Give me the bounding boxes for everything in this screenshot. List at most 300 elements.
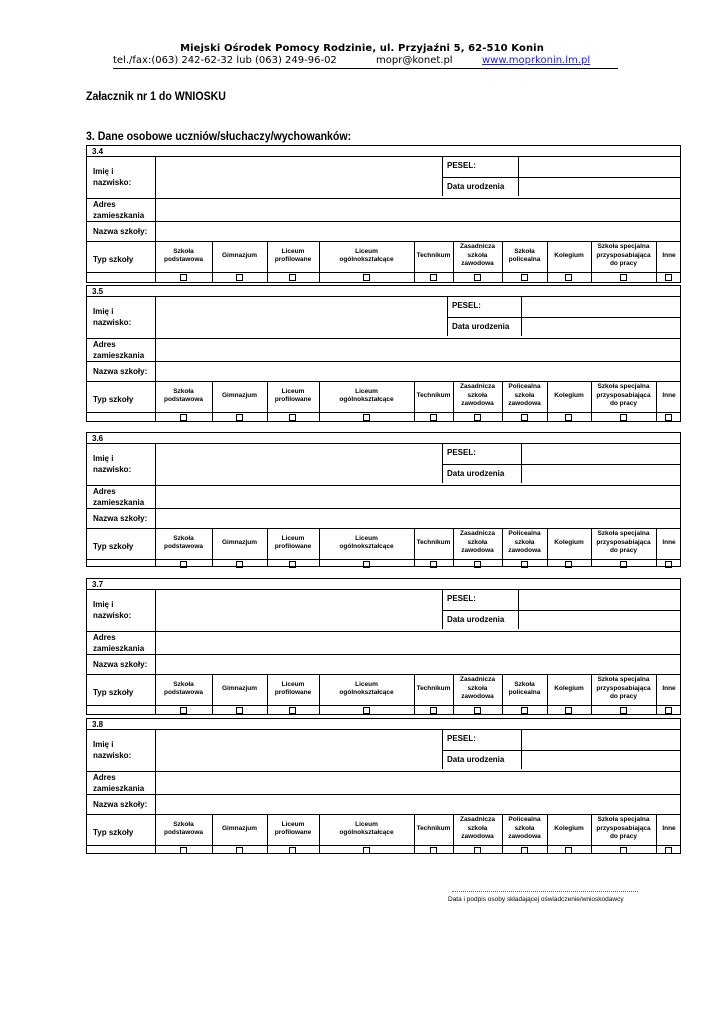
school-type-checkbox[interactable] <box>363 561 370 568</box>
school-type-option <box>656 815 682 843</box>
address-input[interactable] <box>156 199 680 221</box>
school-type-text <box>554 685 584 694</box>
school-type-text-line: Gimnazjum <box>221 684 258 692</box>
name-label-line: Imię i <box>93 167 114 176</box>
school-type-text <box>222 825 257 834</box>
school-type-checkbox[interactable] <box>236 414 243 421</box>
address-label-line: zamieszkania <box>93 211 145 220</box>
block-number: 3.5 <box>92 287 104 296</box>
pesel-label: PESEL: <box>447 594 476 603</box>
school-type-text-line: podstawowa <box>163 689 203 696</box>
school-type-checkbox[interactable] <box>521 414 528 421</box>
school-type-text-line: Kolegium <box>554 251 584 259</box>
school-type-checkbox[interactable] <box>363 274 370 281</box>
school-type-text-line: Kolegium <box>554 391 584 399</box>
website-link[interactable]: www.moprkonin.lm.pl <box>482 55 591 66</box>
school-type-text-line: Szkoła specjalna <box>597 530 650 538</box>
pesel-input[interactable] <box>522 730 680 750</box>
school-type-text-line: Liceum <box>355 820 378 828</box>
student-block <box>86 285 681 422</box>
school-type-text-line: ogólnokształcące <box>339 256 394 263</box>
school-type-option <box>319 815 414 843</box>
school-type-option <box>502 242 547 270</box>
school-type-text-line: szkoła <box>467 684 488 692</box>
school-type-text <box>460 816 495 842</box>
school-type-text <box>662 685 675 694</box>
school-name-label: Nazwa szkoły: <box>93 367 148 376</box>
signature-caption: Data i podpis osoby składającej oświadczenie/wnioskodawcy <box>448 896 624 903</box>
school-type-checkbox[interactable] <box>180 274 187 281</box>
name-label-line: nazwisko: <box>93 611 132 620</box>
address-label <box>93 199 144 221</box>
address-label <box>93 772 144 794</box>
school-type-checkbox[interactable] <box>565 707 572 714</box>
school-type-option <box>453 675 502 703</box>
school-type-text <box>275 388 311 405</box>
school-type-text-line: ogólnokształcące <box>339 689 394 696</box>
birth-date-input[interactable] <box>519 611 680 630</box>
school-type-checkbox[interactable] <box>363 847 370 854</box>
school-type-checkbox[interactable] <box>521 561 528 568</box>
school-type-text <box>662 252 675 261</box>
school-type-label: Typ szkoły <box>93 828 134 837</box>
school-type-checkbox[interactable] <box>521 707 528 714</box>
school-type-option <box>591 675 656 703</box>
name-input[interactable] <box>156 157 442 198</box>
name-label-line: nazwisko: <box>93 465 132 474</box>
school-type-text-line: szkoła <box>514 538 535 546</box>
school-type-text <box>164 821 203 838</box>
school-type-text <box>339 535 393 552</box>
school-type-checkbox[interactable] <box>565 274 572 281</box>
school-type-text <box>509 681 541 698</box>
pesel-divider <box>442 589 443 629</box>
school-type-checkbox[interactable] <box>289 274 296 281</box>
school-type-text-line: Technikum <box>416 251 451 259</box>
school-type-text-line: Kolegium <box>554 684 584 692</box>
pesel-input[interactable] <box>519 157 680 177</box>
school-type-option <box>502 529 547 557</box>
school-type-text-line: szkoła <box>514 824 535 832</box>
school-type-text-line: Szkoła specjalna <box>597 243 650 251</box>
school-type-text-line: szkoła <box>467 824 488 832</box>
school-type-text-line: szkoła <box>467 251 488 259</box>
school-type-text <box>662 539 675 548</box>
address-label <box>93 486 144 508</box>
school-type-text-line: szkoła <box>467 538 488 546</box>
school-type-checkbox[interactable] <box>289 414 296 421</box>
school-type-text-line: Gimnazjum <box>221 391 258 399</box>
school-type-text-line: Zasadnicza <box>459 383 496 391</box>
school-type-text-line: szkoła <box>514 391 535 399</box>
school-type-text-line: podstawowa <box>163 543 203 550</box>
school-type-text <box>275 681 311 698</box>
school-type-option <box>547 529 591 557</box>
school-type-text-line: Inne <box>662 251 676 259</box>
contact-line <box>113 55 618 69</box>
school-type-text-line: policealna <box>508 256 541 263</box>
school-type-checkbox[interactable] <box>665 414 672 421</box>
school-type-text-line: przysposabiająca <box>596 684 651 692</box>
school-type-checkbox[interactable] <box>180 707 187 714</box>
school-type-text <box>339 388 393 405</box>
school-type-text <box>554 539 584 548</box>
school-name-input[interactable] <box>156 655 680 674</box>
school-type-checkbox[interactable] <box>474 274 481 281</box>
school-type-checkbox[interactable] <box>430 414 437 421</box>
block-number: 3.8 <box>92 720 104 729</box>
student-block <box>86 578 681 715</box>
pesel-divider <box>447 296 448 336</box>
school-type-checkbox[interactable] <box>430 707 437 714</box>
name-label <box>93 739 131 761</box>
school-type-text-line: Kolegium <box>554 538 584 546</box>
school-type-text <box>275 535 311 552</box>
school-type-text-line: Technikum <box>416 391 451 399</box>
school-type-text-line: Gimnazjum <box>221 251 258 259</box>
school-type-label: Typ szkoły <box>93 255 134 264</box>
school-name-label: Nazwa szkoły: <box>93 800 148 809</box>
school-type-text-line: Inne <box>662 391 676 399</box>
school-type-text <box>509 248 541 265</box>
school-type-checkbox[interactable] <box>620 847 627 854</box>
school-type-checkbox[interactable] <box>474 847 481 854</box>
school-type-text <box>164 681 203 698</box>
school-type-text <box>222 539 257 548</box>
school-type-text <box>339 821 393 838</box>
school-type-option <box>414 529 453 557</box>
school-type-text <box>596 383 650 409</box>
school-type-option <box>591 242 656 270</box>
school-type-label: Typ szkoły <box>93 395 134 404</box>
name-label-line: nazwisko: <box>93 318 132 327</box>
school-type-text-line: Technikum <box>416 684 451 692</box>
school-type-text <box>164 248 203 265</box>
school-name-label: Nazwa szkoły: <box>93 514 148 523</box>
school-type-option <box>267 382 319 410</box>
birth-date-label: Data urodzenia <box>452 322 510 331</box>
school-type-text-line: profilowane <box>274 829 312 836</box>
school-type-text-line: ogólnokształcące <box>339 829 394 836</box>
school-type-option <box>656 382 682 410</box>
school-type-label: Typ szkoły <box>93 688 134 697</box>
birth-date-label: Data urodzenia <box>447 755 505 764</box>
school-type-text-line: Szkoła <box>514 680 535 688</box>
school-type-checkbox[interactable] <box>565 414 572 421</box>
school-type-checkbox[interactable] <box>665 707 672 714</box>
school-type-text-line: Szkoła <box>173 820 194 828</box>
school-type-text-line: przysposabiająca <box>596 538 651 546</box>
school-name-input[interactable] <box>156 222 680 241</box>
school-type-option <box>453 529 502 557</box>
school-type-text <box>222 685 257 694</box>
school-name-input[interactable] <box>156 362 680 381</box>
school-type-label: Typ szkoły <box>93 542 134 551</box>
school-type-text <box>508 383 541 409</box>
school-type-text <box>460 383 495 409</box>
school-type-text <box>417 252 451 261</box>
school-type-option <box>212 815 267 843</box>
school-type-text-line: Zasadnicza <box>459 530 496 538</box>
school-type-checkbox[interactable] <box>430 561 437 568</box>
school-type-checkbox[interactable] <box>521 274 528 281</box>
school-type-text <box>417 539 451 548</box>
school-type-text-line: przysposabiająca <box>596 251 651 259</box>
pesel-label: PESEL: <box>452 301 481 310</box>
school-type-checkbox[interactable] <box>363 414 370 421</box>
school-name-input[interactable] <box>156 509 680 528</box>
address-label-line: Adres <box>93 633 116 642</box>
school-type-text <box>554 825 584 834</box>
school-type-checkbox[interactable] <box>289 561 296 568</box>
school-type-text <box>596 676 650 702</box>
school-type-checkbox[interactable] <box>289 847 296 854</box>
section-title: 3. Dane osobowe uczniów/słuchaczy/wychowanków: <box>86 131 352 143</box>
school-type-checkbox[interactable] <box>474 414 481 421</box>
school-type-text-line: profilowane <box>274 543 312 550</box>
school-type-text-line: Zasadnicza <box>459 816 496 824</box>
school-type-text <box>662 825 675 834</box>
school-type-text <box>417 825 451 834</box>
pesel-divider <box>442 443 443 483</box>
pesel-label: PESEL: <box>447 734 476 743</box>
name-label <box>93 306 131 328</box>
school-type-checkbox[interactable] <box>565 847 572 854</box>
address-input[interactable] <box>156 772 680 794</box>
school-type-text <box>508 816 541 842</box>
pesel-divider <box>442 156 443 196</box>
birth-date-label: Data urodzenia <box>447 469 505 478</box>
block-number: 3.6 <box>92 434 104 443</box>
school-type-checkbox[interactable] <box>430 847 437 854</box>
phone-text: tel./fax:(063) 242-62-32 lub (063) 249-96-02 <box>113 55 337 66</box>
school-type-option <box>319 382 414 410</box>
school-type-option <box>591 382 656 410</box>
school-name-input[interactable] <box>156 795 680 814</box>
school-type-option <box>502 815 547 843</box>
school-type-option <box>267 529 319 557</box>
student-block <box>86 432 681 567</box>
school-type-checkbox[interactable] <box>620 274 627 281</box>
school-type-checkbox[interactable] <box>236 274 243 281</box>
name-label-line: Imię i <box>93 740 114 749</box>
school-type-text-line: Szkoła specjalna <box>597 816 650 824</box>
name-label-line: nazwisko: <box>93 751 132 760</box>
school-name-label: Nazwa szkoły: <box>93 227 148 236</box>
school-type-text <box>596 816 650 842</box>
school-type-text <box>460 243 495 269</box>
school-type-checkbox[interactable] <box>474 707 481 714</box>
school-type-option <box>414 675 453 703</box>
pesel-input[interactable] <box>522 297 680 317</box>
school-type-text-line: Liceum <box>355 247 378 255</box>
school-type-checkbox[interactable] <box>180 561 187 568</box>
school-type-text-line: Gimnazjum <box>221 538 258 546</box>
school-type-option <box>267 675 319 703</box>
pesel-label: PESEL: <box>447 448 476 457</box>
birth-date-input[interactable] <box>522 318 680 337</box>
school-type-text-line: zawodowa <box>461 833 494 841</box>
school-type-text <box>596 243 650 269</box>
school-type-text-line: Inne <box>662 538 676 546</box>
name-input[interactable] <box>156 444 442 485</box>
school-type-checkbox[interactable] <box>620 561 627 568</box>
school-type-text <box>164 535 203 552</box>
pesel-label: PESEL: <box>447 161 476 170</box>
school-type-text-line: profilowane <box>274 256 312 263</box>
school-type-checkbox[interactable] <box>430 274 437 281</box>
school-type-text-line: profilowane <box>274 689 312 696</box>
address-label-line: Adres <box>93 340 116 349</box>
school-type-text-line: przysposabiająca <box>596 391 651 399</box>
school-type-text-line: Liceum <box>355 387 378 395</box>
school-type-text-line: do pracy <box>609 260 638 268</box>
school-type-option <box>502 675 547 703</box>
school-type-text <box>275 821 311 838</box>
school-type-text-line: Liceum <box>281 534 305 542</box>
pesel-input[interactable] <box>519 590 680 610</box>
school-type-text <box>554 392 584 401</box>
address-input[interactable] <box>156 339 680 361</box>
school-type-option <box>212 529 267 557</box>
school-type-text-line: ogólnokształcące <box>339 543 394 550</box>
birth-date-input[interactable] <box>522 751 680 770</box>
school-type-text-line: zawodowa <box>461 693 494 701</box>
school-type-text-line: Szkoła <box>173 534 194 542</box>
school-type-text-line: Liceum <box>355 534 378 542</box>
school-type-text-line: zawodowa <box>461 260 494 268</box>
signature-line[interactable] <box>452 891 638 892</box>
birth-date-label: Data urodzenia <box>447 615 505 624</box>
school-type-checkbox[interactable] <box>665 847 672 854</box>
name-label-line: Imię i <box>93 307 114 316</box>
name-input[interactable] <box>156 590 442 631</box>
name-label <box>93 166 131 188</box>
school-type-text <box>460 676 495 702</box>
school-type-checkbox[interactable] <box>180 847 187 854</box>
school-type-checkbox[interactable] <box>236 707 243 714</box>
school-type-option <box>212 242 267 270</box>
school-type-text-line: Liceum <box>355 680 378 688</box>
school-type-text <box>275 248 311 265</box>
school-type-text <box>554 252 584 261</box>
school-type-text <box>339 681 393 698</box>
address-label-line: zamieszkania <box>93 644 145 653</box>
school-type-text <box>222 252 257 261</box>
school-type-option <box>453 815 502 843</box>
school-type-text-line: Technikum <box>416 538 451 546</box>
school-type-option <box>591 529 656 557</box>
birth-date-label: Data urodzenia <box>447 182 505 191</box>
school-type-option <box>547 815 591 843</box>
school-type-checkbox[interactable] <box>620 707 627 714</box>
school-type-text-line: Szkoła specjalna <box>597 383 650 391</box>
school-type-text-line: policealna <box>508 689 541 696</box>
school-type-text-line: do pracy <box>609 833 638 841</box>
school-type-option <box>155 675 212 703</box>
name-input[interactable] <box>156 730 442 771</box>
school-type-text <box>460 530 495 556</box>
school-type-text <box>339 248 393 265</box>
school-type-option <box>547 675 591 703</box>
school-type-text-line: do pracy <box>609 693 638 701</box>
school-type-checkbox[interactable] <box>236 847 243 854</box>
address-label <box>93 339 144 361</box>
school-type-text-line: Policealna <box>508 530 541 538</box>
school-type-option <box>155 815 212 843</box>
school-type-checkbox[interactable] <box>236 561 243 568</box>
address-input[interactable] <box>156 486 680 508</box>
school-type-text-line: Inne <box>662 684 676 692</box>
school-type-option <box>267 242 319 270</box>
school-type-text-line: Policealna <box>508 383 541 391</box>
school-type-text <box>662 392 675 401</box>
school-type-option <box>319 675 414 703</box>
birth-date-input[interactable] <box>522 465 680 484</box>
school-type-text <box>222 392 257 401</box>
school-type-option <box>656 529 682 557</box>
block-number: 3.4 <box>92 147 104 156</box>
name-input[interactable] <box>156 297 447 338</box>
school-type-text-line: przysposabiająca <box>596 824 651 832</box>
birth-date-input[interactable] <box>519 178 680 197</box>
school-type-text-line: podstawowa <box>163 396 203 403</box>
school-type-checkbox[interactable] <box>565 561 572 568</box>
school-type-checkbox[interactable] <box>474 561 481 568</box>
school-type-text-line: Gimnazjum <box>221 824 258 832</box>
school-type-text-line: podstawowa <box>163 829 203 836</box>
school-type-option <box>414 382 453 410</box>
school-type-text-line: Szkoła <box>173 680 194 688</box>
pesel-divider <box>442 729 443 769</box>
school-type-text <box>417 392 451 401</box>
school-type-text-line: zawodowa <box>461 547 494 555</box>
pesel-input[interactable] <box>522 444 680 464</box>
school-type-text-line: zawodowa <box>508 547 541 555</box>
name-label <box>93 599 131 621</box>
student-block <box>86 145 681 283</box>
school-type-text-line: Liceum <box>281 387 305 395</box>
school-type-option <box>267 815 319 843</box>
school-type-text-line: Liceum <box>281 820 305 828</box>
school-type-option <box>414 815 453 843</box>
school-type-checkbox[interactable] <box>289 707 296 714</box>
address-label-line: zamieszkania <box>93 498 145 507</box>
school-type-option <box>453 242 502 270</box>
school-type-checkbox[interactable] <box>180 414 187 421</box>
school-type-text-line: do pracy <box>609 547 638 555</box>
school-type-option <box>155 382 212 410</box>
school-type-text-line: Technikum <box>416 824 451 832</box>
school-type-checkbox[interactable] <box>521 847 528 854</box>
address-label-line: Adres <box>93 487 116 496</box>
school-type-text-line: do pracy <box>609 400 638 408</box>
name-label-line: Imię i <box>93 454 114 463</box>
address-input[interactable] <box>156 632 680 654</box>
name-label-line: nazwisko: <box>93 178 132 187</box>
school-type-text-line: zawodowa <box>461 400 494 408</box>
school-type-checkbox[interactable] <box>363 707 370 714</box>
school-type-checkbox[interactable] <box>665 274 672 281</box>
school-type-checkbox[interactable] <box>620 414 627 421</box>
name-label-line: Imię i <box>93 600 114 609</box>
school-type-option <box>155 529 212 557</box>
school-type-text-line: zawodowa <box>508 400 541 408</box>
school-type-checkbox[interactable] <box>665 561 672 568</box>
name-label <box>93 453 131 475</box>
attachment-title: Załacznik nr 1 do WNIOSKU <box>86 91 226 103</box>
school-type-text-line: Liceum <box>281 247 305 255</box>
